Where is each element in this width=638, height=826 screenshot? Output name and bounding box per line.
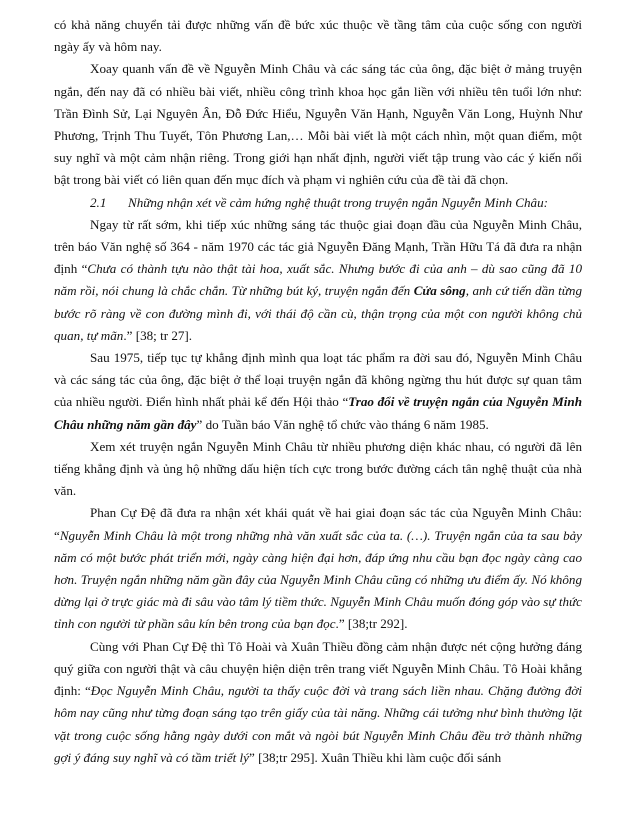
paragraph-continuation: có khả năng chuyển tải được những vấn đề bức xúc thuộc về tầng tâm của cuộc sống con người ngày ấy và hôm nay.	[54, 17, 582, 55]
citation: .” [38; tr 27].	[123, 327, 193, 343]
text-run: Cùng với Phan Cự Đệ thì Tô Hoài và Xuân Thiều đồng cảm nhận được nét cộng hưởng đáng quý giữa con người thật và câu chuyện hiện diện trên trang viết Nguyễn Minh Châu. Tô Hoài khẳng định: “	[54, 638, 582, 699]
paragraph-early-assessment	[54, 214, 582, 347]
conference-title-emphasis: Trao đổi về truyện ngắn của Nguyễn Minh Châu những năm gần đây	[54, 394, 582, 432]
quote-text: Chưa có thành tựu nào thật tài hoa, xuất sắc. Nhưng bước đi của anh – dù sao cũng đã 10 năm rồi, nói chung là chắc chắn. Từ những bút ký, truyện ngắn đến	[54, 261, 582, 299]
paragraph-phan-cu-de	[54, 502, 582, 635]
paragraph-research-overview: Xoay quanh vấn đề về Nguyễn Minh Châu và các sáng tác của ông, đặc biệt ở mảng truyện ngắn, đến nay đã có nhiều bài viết, nhiều công trình khoa học gắn liền với nhiều tên tuổi lớn như: Trần Đình Sử, Lại Nguyên Ân, Đỗ Đức Hiểu, Nguyễn Văn Hạnh, Nguyễn Văn Long, Huỳnh Như Phương, Trịnh Thu Tuyết, Tôn Phương Lan,… Mỗi bài viết là một cách nhìn, một quan điểm, một suy nghĩ và một cảm nhận riêng. Trong giới hạn nhất định, người viết tập trung vào các ý kiến nổi bật trong bài viết có liên quan đến mục đích và phạm vi nghiên cứu của đề tài đã chọn.	[54, 61, 582, 188]
text-run: ” do Tuần báo Văn nghệ tổ chức vào tháng 6 năm 1985.	[196, 416, 489, 432]
section-title: Những nhận xét về cảm hứng nghệ thuật trong truyện ngắn Nguyễn Minh Châu:	[128, 194, 549, 210]
section-heading	[54, 192, 582, 214]
paragraph-to-hoai	[54, 636, 582, 769]
quote-text: , anh cứ tiến dần từng bước rõ ràng về con đường mình đi, với thái độ cần cù, thận trọng của một con người không chủ quan, tự mãn	[54, 283, 582, 343]
text-run: Sau 1975, tiếp tục tự khẳng định mình qua loạt tác phẩm ra đời sau đó, Nguyễn Minh Châu và các sáng tác của ông, đặc biệt ở thể loại truyện ngắn đã không ngừng thu hút được sự quan tâm của nhiều người. Điển hình nhất phải kể đến Hội thảo “	[54, 350, 582, 410]
text-run: Phan Cự Đệ đã đưa ra nhận xét khái quát về hai giai đoạn sác tác của Nguyễn Minh Châu: “	[54, 505, 582, 543]
section-number: 2.1	[90, 194, 107, 210]
citation: ” [38;tr 295]. Xuân Thiều khi làm cuộc đối sánh	[249, 749, 502, 765]
paragraph-perspectives: Xem xét truyện ngắn Nguyễn Minh Châu từ nhiều phương diện khác nhau, có người đã lên tiếng khẳng định và ủng hộ những dấu hiện tích cực trong bước đường cách tân nghệ thuật của nhà văn.	[54, 438, 582, 499]
quote-text: Nguyễn Minh Châu là một trong những nhà văn xuất sắc của ta. (…). Truyện ngắn của ta sau bảy năm có một bước phát triển mới, ngày càng hiện đại hơn, đáp ứng nhu cầu bạn đọc ngày càng cao hơn. Truyện ngắn những năm gần đây của Nguyễn Minh Châu cũng có những ưu điểm ấy. Nó không dừng lại ở trực giác mà đi sâu vào tâm lý tiềm thức. Nguyễn Minh Châu muốn đóng góp vào sự thức tỉnh con người từ phần sâu kín bên trong của bạn đọc	[54, 527, 582, 632]
paragraph-after-1975	[54, 347, 582, 436]
quote-text: Đọc Nguyễn Minh Châu, người ta thấy cuộc đời và trang sách liền nhau. Chặng đường đời hôm nay cũng như từng đoạn sáng tạo trên giấy của tài năng. Những cái tưởng như bình thường lặt vặt trong cuộc sống hằng ngày dưới con mắt và ngòi bút Nguyễn Minh Châu đều trở thành những gợi ý đáng suy nghĩ và có tầm triết lý	[54, 683, 582, 765]
work-title-emphasis: Cửa sông	[413, 283, 466, 299]
document-page	[54, 14, 582, 769]
citation: .” [38;tr 292].	[335, 616, 408, 632]
text-run: Ngay từ rất sớm, khi tiếp xúc những sáng tác thuộc giai đoạn đầu của Nguyễn Minh Châu, trên báo Văn nghệ số 364 - năm 1970 các tác giả Nguyễn Đăng Mạnh, Trần Hữu Tá đã đưa ra nhận định “	[54, 216, 582, 277]
